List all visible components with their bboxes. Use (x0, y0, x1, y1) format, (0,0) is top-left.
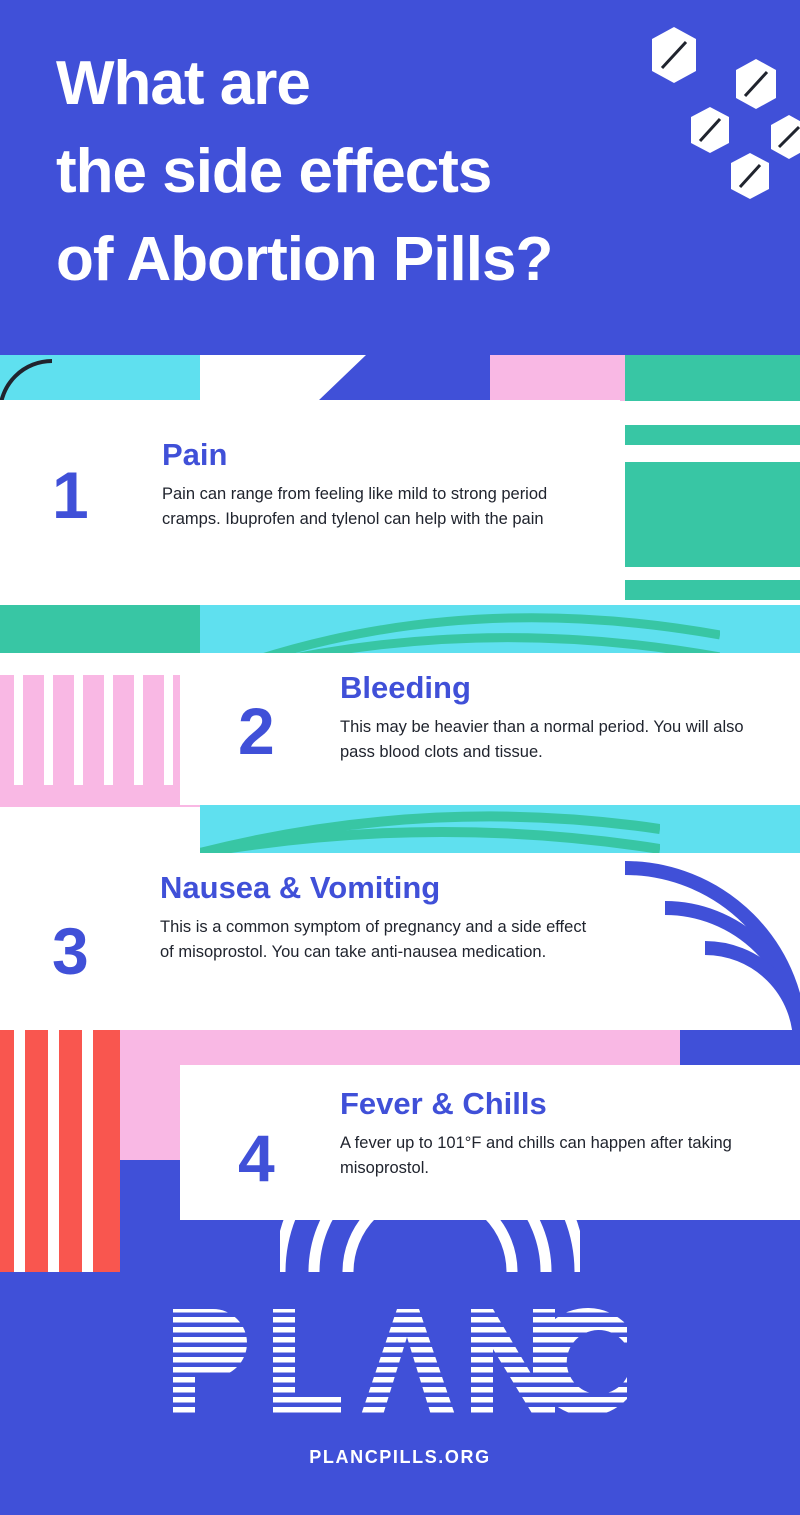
decor-teal-bar-2 (625, 425, 800, 445)
card-3 (0, 853, 620, 1043)
item-heading-2: Bleeding (340, 670, 471, 705)
title-line-2: the side effects (56, 137, 492, 207)
item-heading-3: Nausea & Vomiting (160, 870, 441, 905)
pill-icon (686, 106, 734, 154)
decor-pink-bar-2 (0, 785, 200, 807)
decor-blue-rainbow (620, 818, 800, 1043)
item-body-2: This may be heavier than a normal period. You will also pass blood clots and tissue. (340, 718, 744, 761)
pill-icon (730, 58, 782, 110)
decor-teal-block (625, 462, 800, 567)
decor-teal-bar-3 (625, 580, 800, 600)
card-2 (180, 653, 800, 805)
header (0, 0, 800, 355)
item-number-2: 2 (238, 694, 275, 768)
card-1 (0, 400, 620, 605)
item-number-4: 4 (238, 1121, 275, 1195)
decor-teal-arcs-3 (200, 805, 660, 853)
item-body-1: Pain can range from feeling like mild to strong period cramps. Ibuprofen and tylenol can help with the pain (162, 485, 548, 528)
item-heading-1: Pain (162, 437, 228, 472)
item-heading-4: Fever & Chills (340, 1086, 547, 1121)
pill-icon (726, 152, 774, 200)
title-line-3: of Abortion Pills? (56, 225, 553, 295)
item-number-1: 1 (52, 458, 89, 532)
decor-teal-bar-1 (625, 355, 800, 401)
decor-pink-bar (490, 355, 630, 401)
title-line-1: What are (56, 49, 310, 118)
decor-white-arcs-4 (280, 1215, 580, 1272)
page-title (56, 40, 716, 304)
card-4 (180, 1065, 800, 1220)
decor-pink-stripes-2 (0, 675, 200, 785)
footer (0, 1272, 800, 1515)
plan-c-logo (165, 1307, 635, 1417)
item-number-3: 3 (52, 914, 89, 988)
decor-red-stripes-4 (0, 1030, 120, 1272)
item-body-3: This is a common symptom of pregnancy and a side effect of misoprostol. You can take anti-nausea medication. (160, 918, 587, 961)
item-body-4: A fever up to 101°F and chills can happen after taking misoprostol. (340, 1134, 732, 1177)
pill-icon (645, 26, 703, 84)
website-url[interactable]: PLANCPILLS.ORG (309, 1447, 491, 1467)
decor-teal-left-2 (0, 605, 200, 653)
